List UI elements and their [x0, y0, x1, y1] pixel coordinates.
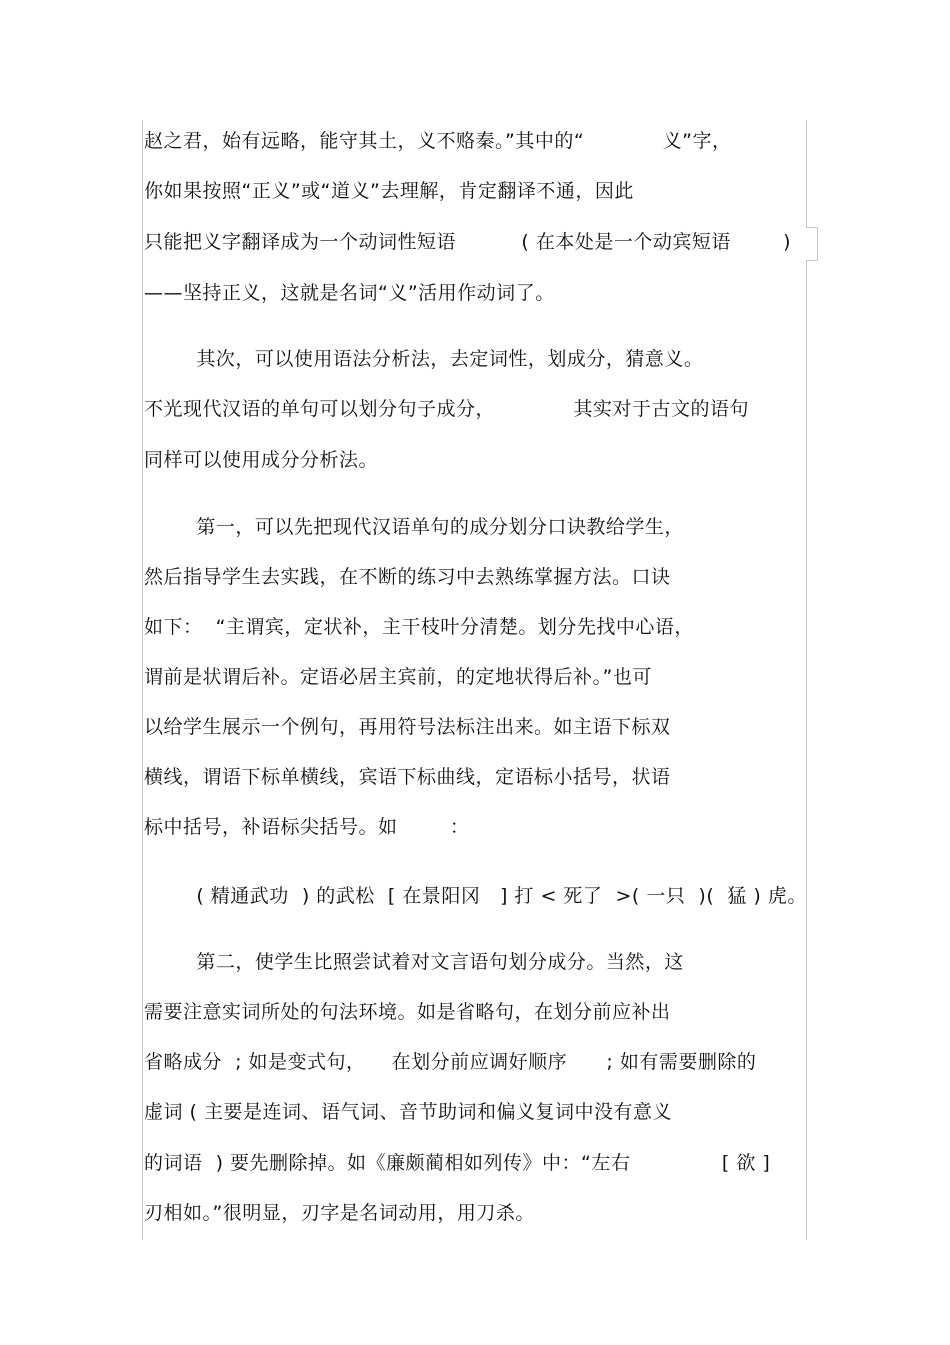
- text-line: 刃相如。”很明显，刃字是名词动用，用刀杀。: [144, 1202, 535, 1224]
- example-sentence: ( 精通武功 ) 的武松 [ 在景阳冈 ] 打 < 死了 >( 一只 )( 猛 ) 虎。: [144, 885, 807, 907]
- text-line: 赵之君，始有远略，能守其土，义不赂秦。”其中的“ 义”字，: [144, 130, 732, 152]
- text-line: 需要注意实词所处的句法环境。如是省略句，在划分前应补出: [144, 1001, 671, 1023]
- text-line: 只能把义字翻译成为一个动词性短语 ( 在本处是一个动宾短语 ): [144, 231, 792, 253]
- left-margin-rule: [142, 120, 143, 1240]
- text-line: 以给学生展示一个例句，再用符号法标注出来。如主语下标双: [144, 716, 671, 738]
- text-line: 不光现代汉语的单句可以划分句子成分， 其实对于古文的语句: [144, 398, 749, 420]
- text-line: 然后指导学生去实践，在不断的练习中去熟练掌握方法。口诀: [144, 566, 671, 588]
- text-line: 标中括号，补语标尖括号。如 ：: [144, 816, 470, 838]
- text-line: 省略成分 ; 如是变式句， 在划分前应调好顺序 ; 如有需要删除的: [144, 1051, 757, 1073]
- text-line: 横线，谓语下标单横线，宾语下标曲线，定语标小括号，状语: [144, 766, 671, 788]
- text-line: 虚词 ( 主要是连词、语气词、音节助词和偏义复词中没有意义: [144, 1101, 672, 1123]
- text-line: 第一，可以先把现代汉语单句的成分划分口诀教给学生，: [144, 516, 684, 538]
- text-line: ——坚持正义，这就是名词“义”活用作动词了。: [144, 282, 555, 304]
- text-line: 如下： “主谓宾，定状补，主干枝叶分清楚。划分先找中心语，: [144, 616, 694, 638]
- text-line: 你如果按照“正义”或“道义”去理解，肯定翻译不通，因此: [144, 180, 634, 202]
- right-margin-rule: [806, 120, 807, 1240]
- text-line: 谓前是状谓后补。定语必居主宾前，的定地状得后补。”也可: [144, 666, 652, 688]
- text-line: 同样可以使用成分分析法。: [144, 449, 379, 471]
- text-line: 其次，可以使用语法分析法，去定词性，划成分，猜意义。: [144, 348, 704, 370]
- text-line: 第二，使学生比照尝试着对文言语句划分成分。当然，这: [144, 951, 684, 973]
- text-line: 的词语 ) 要先删除掉。如《廉颇蔺相如列传》中：“左右 [ 欲 ]: [144, 1152, 771, 1174]
- right-margin-notch: [806, 227, 818, 261]
